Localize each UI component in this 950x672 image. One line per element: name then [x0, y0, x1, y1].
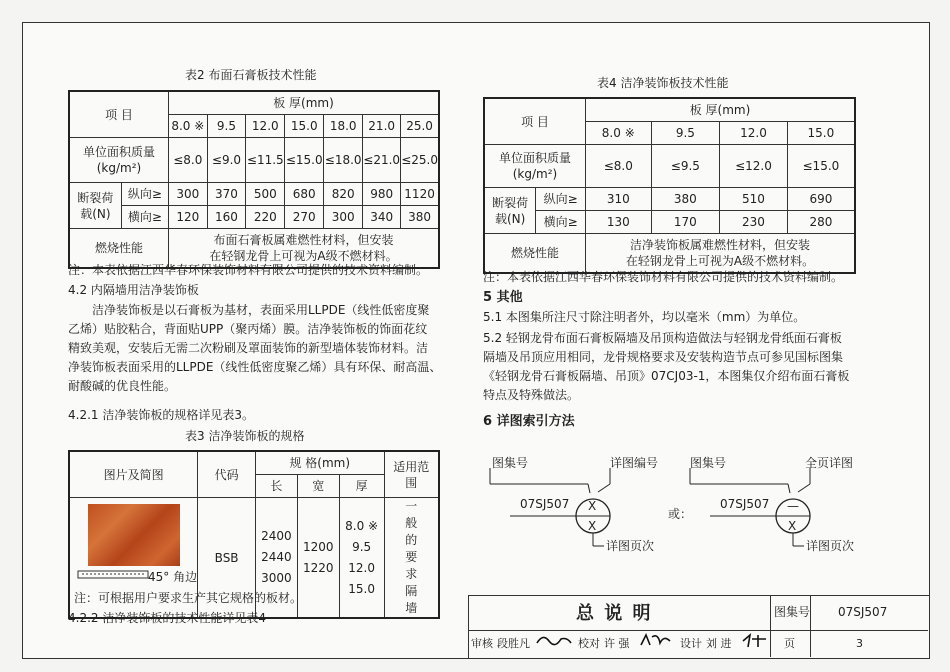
table3-len-header: 长 [255, 475, 297, 498]
table2-thk: 9.5 [207, 115, 246, 138]
table4-long: 380 [651, 188, 720, 211]
table3-thick: 12.0 [348, 560, 375, 575]
table2-trans: 160 [207, 206, 246, 229]
table4-trans: 170 [651, 211, 720, 234]
sec5-p2 [483, 329, 883, 405]
table4-caption: 表4 洁净装饰板技术性能 [597, 76, 729, 90]
index2-dash: — [787, 499, 799, 513]
table3-thick: 15.0 [348, 581, 375, 596]
table2-mass: ≤9.0 [207, 138, 246, 183]
wood-panel-image [88, 504, 180, 566]
table4-item-header: 项 目 [484, 98, 585, 145]
table2-mass: ≤8.0 [168, 138, 207, 183]
reviewer-name: 段胜凡 [497, 637, 530, 650]
title-block-col-1 [770, 595, 771, 657]
table2-long: 300 [168, 183, 207, 206]
index2-page-label: 详图页次 [806, 539, 855, 553]
index1-x-bottom: X [588, 519, 597, 533]
designer-signature-icon [740, 631, 770, 651]
table4-trans: 130 [585, 211, 651, 234]
table4-mass: ≤15.0 [787, 145, 855, 188]
table2-trans: 270 [285, 206, 324, 229]
table3-thick: 8.0 ※ [345, 518, 379, 533]
table4-trans: 230 [720, 211, 788, 234]
review-label: 审核 [471, 637, 493, 650]
table4-mass: ≤8.0 [585, 145, 651, 188]
sec42-line: 精致美观，安装后无需二次粉刷及罩面装饰的新型墙体装饰材料。洁 [68, 341, 429, 355]
sec5-p2-line: 隔墙及吊顶应用相同，龙骨规格要求及安装构造节点可参见国标图集 [483, 350, 844, 364]
sec42-title: 4.2 内隔墙用洁净装饰板 [68, 283, 199, 297]
table2-long: 370 [207, 183, 246, 206]
sec5-p1: 5.1 本图集所注尺寸除注明者外，均以毫米（mm）为单位。 [483, 310, 806, 324]
sheet-title: 总 说 明 [576, 603, 653, 624]
table2-trans-label: 横向≥ [121, 206, 168, 229]
sec42-line: 净装饰板表面采用的LLPDE（线性低密度聚乙烯）具有环保、耐高温、 [68, 360, 442, 374]
sec6-title: 6 详图索引方法 [483, 414, 575, 429]
table2-mass: ≤25.0 [401, 138, 439, 183]
table2-thk: 15.0 [285, 115, 324, 138]
index2-x: X [788, 519, 797, 533]
table2 [68, 90, 440, 269]
table2-fire-text-2: 在轻钢龙骨上可视为A级不燃材料。 [209, 249, 398, 263]
table4-thk: 15.0 [787, 122, 855, 145]
index1-page-label: 详图页次 [606, 539, 655, 553]
proofer-signature-icon [638, 631, 674, 651]
table2-thk: 8.0 ※ [168, 115, 207, 138]
table2-trans: 220 [246, 206, 285, 229]
table3-note: 注：可根据用户要求生产其它规格的板材。 [74, 591, 303, 605]
atlas-value: 07SJ507 [838, 605, 888, 619]
page-number: 3 [856, 637, 863, 650]
table2-caption: 表2 布面石膏板技术性能 [185, 68, 317, 82]
table2-trans: 300 [324, 206, 363, 229]
index2-code: 07SJ507 [720, 497, 770, 511]
table4-fire-cell [585, 234, 855, 274]
table2-trans: 340 [363, 206, 401, 229]
table4-long-label: 纵向≥ [536, 188, 586, 211]
table4-trans-label: 横向≥ [536, 211, 586, 234]
edge-label: 45° 角边 [148, 570, 198, 584]
table2-thickness-header: 板 厚(mm) [168, 91, 439, 115]
table2-thk: 18.0 [324, 115, 363, 138]
table4-long: 510 [720, 188, 788, 211]
table3-length: 2440 [261, 550, 292, 564]
table3-thk-header: 厚 [339, 475, 384, 498]
table4-trans: 280 [787, 211, 855, 234]
table2-item-header: 项 目 [69, 91, 168, 138]
table3-widths [297, 498, 339, 619]
table3-caption: 表3 洁净装饰板的规格 [185, 429, 305, 443]
table4-note: 注：本表依据江西华春环保装饰材料有限公司提供的技术资料编制。 [483, 270, 844, 284]
table2-note: 注：本表依据江西华春环保装饰材料有限公司提供的技术资料编制。 [68, 263, 429, 277]
index-or: 或： [668, 507, 693, 521]
table4-fire-label: 燃烧性能 [484, 234, 585, 274]
table3-thick: 9.5 [352, 539, 372, 554]
table4-fire-text-2: 在轻钢龙骨上可视为A级不燃材料。 [625, 254, 815, 268]
table3-width: 1220 [303, 560, 334, 575]
table2-thk: 25.0 [401, 115, 439, 138]
table3-length: 3000 [261, 571, 292, 585]
table4-thk: 12.0 [720, 122, 788, 145]
table2-trans: 120 [168, 206, 207, 229]
sec5-p2-line: 5.2 轻钢龙骨布面石膏板隔墙及吊顶构造做法与轻钢龙骨纸面石膏板 [483, 331, 842, 345]
table4-mass-label: 单位面积质量(kg/m²) [484, 145, 585, 188]
designer-name: 刘 进 [706, 637, 732, 650]
table4 [483, 97, 856, 274]
reviewer-signature-icon [535, 631, 573, 651]
table4-break-label: 断裂荷载(N) [484, 188, 536, 234]
page-label: 页 [784, 637, 795, 650]
table2-long: 500 [246, 183, 285, 206]
table3-thicks [339, 498, 384, 619]
table2-trans: 380 [401, 206, 439, 229]
table2-mass: ≤18.0 [324, 138, 363, 183]
table4-thk: 8.0 ※ [585, 122, 651, 145]
index1-atlas-label: 图集号 [492, 456, 529, 470]
proofer-name: 许 强 [604, 637, 630, 650]
table2-long: 980 [363, 183, 401, 206]
sec421: 4.2.1 洁净装饰板的规格详见表3。 [68, 408, 254, 422]
sec5-p2-line: 《轻钢龙骨石膏板隔墙、吊顶》07CJ03-1，本图集仅介绍布面石膏板 [483, 369, 850, 383]
table3-width: 1200 [303, 539, 334, 554]
table3-scope: 一般的要求隔墙 [384, 498, 439, 619]
table2-break-label: 断裂荷载(N) [69, 183, 121, 229]
title-block-col-2 [810, 595, 811, 657]
table3-scope-header: 适用范围 [384, 451, 439, 498]
table2-long: 820 [324, 183, 363, 206]
table2-long: 1120 [401, 183, 439, 206]
table2-mass: ≤21.0 [363, 138, 401, 183]
table4-long: 690 [787, 188, 855, 211]
table2-mass: ≤11.5 [246, 138, 285, 183]
table2-thk: 21.0 [363, 115, 401, 138]
sec42-line: 洁净装饰板是以石膏板为基材，表面采用LLPDE（线性低密度聚 [92, 303, 430, 317]
table2-fire-text-1: 布面石膏板属难燃性材料，但安装 [213, 233, 394, 247]
atlas-label: 图集号 [774, 605, 811, 619]
proof-label: 校对 [578, 637, 600, 650]
table2-thk: 12.0 [246, 115, 285, 138]
sec5-p2-line: 特点及特殊做法。 [483, 388, 580, 402]
table4-thk: 9.5 [651, 122, 720, 145]
index2-full-label: 全页详图 [805, 456, 854, 470]
table2-mass: ≤15.0 [285, 138, 324, 183]
table2-mass-label: 单位面积质量(kg/m²) [69, 138, 168, 183]
table4-mass: ≤9.5 [651, 145, 720, 188]
design-label: 设计 [680, 637, 702, 650]
sec5-title: 5 其他 [483, 290, 523, 305]
index1-x-top: X [588, 499, 597, 513]
table4-fire-text-1: 洁净装饰板属难燃性材料，但安装 [629, 238, 810, 252]
table3-code-header: 代码 [198, 451, 256, 498]
sec42-line: 耐酸碱的优良性能。 [68, 379, 177, 393]
sec422: 4.2.2 洁净装饰板的技术性能详见表4 [68, 611, 266, 625]
sec42-paragraph [68, 301, 448, 396]
index1-detail-label: 详图编号 [610, 456, 659, 470]
table4-long: 310 [585, 188, 651, 211]
table4-mass: ≤12.0 [720, 145, 788, 188]
index1-code: 07SJ507 [520, 497, 570, 511]
table3-spec-header: 规 格(mm) [255, 451, 384, 475]
table2-long-label: 纵向≥ [121, 183, 168, 206]
table4-thickness-header: 板 厚(mm) [585, 98, 855, 122]
table3-pic-header: 图片及简图 [69, 451, 198, 498]
index2-atlas-label: 图集号 [690, 456, 727, 470]
table2-fire-label: 燃烧性能 [69, 229, 168, 269]
table2-long: 680 [285, 183, 324, 206]
sec42-line: 乙烯）贴胶粘合，背面贴UPP（聚丙烯）膜。洁净装饰板的饰面花纹 [68, 322, 428, 336]
table3-wid-header: 宽 [297, 475, 339, 498]
table3-length: 2400 [261, 529, 292, 543]
table3-code: BSB [198, 498, 256, 619]
